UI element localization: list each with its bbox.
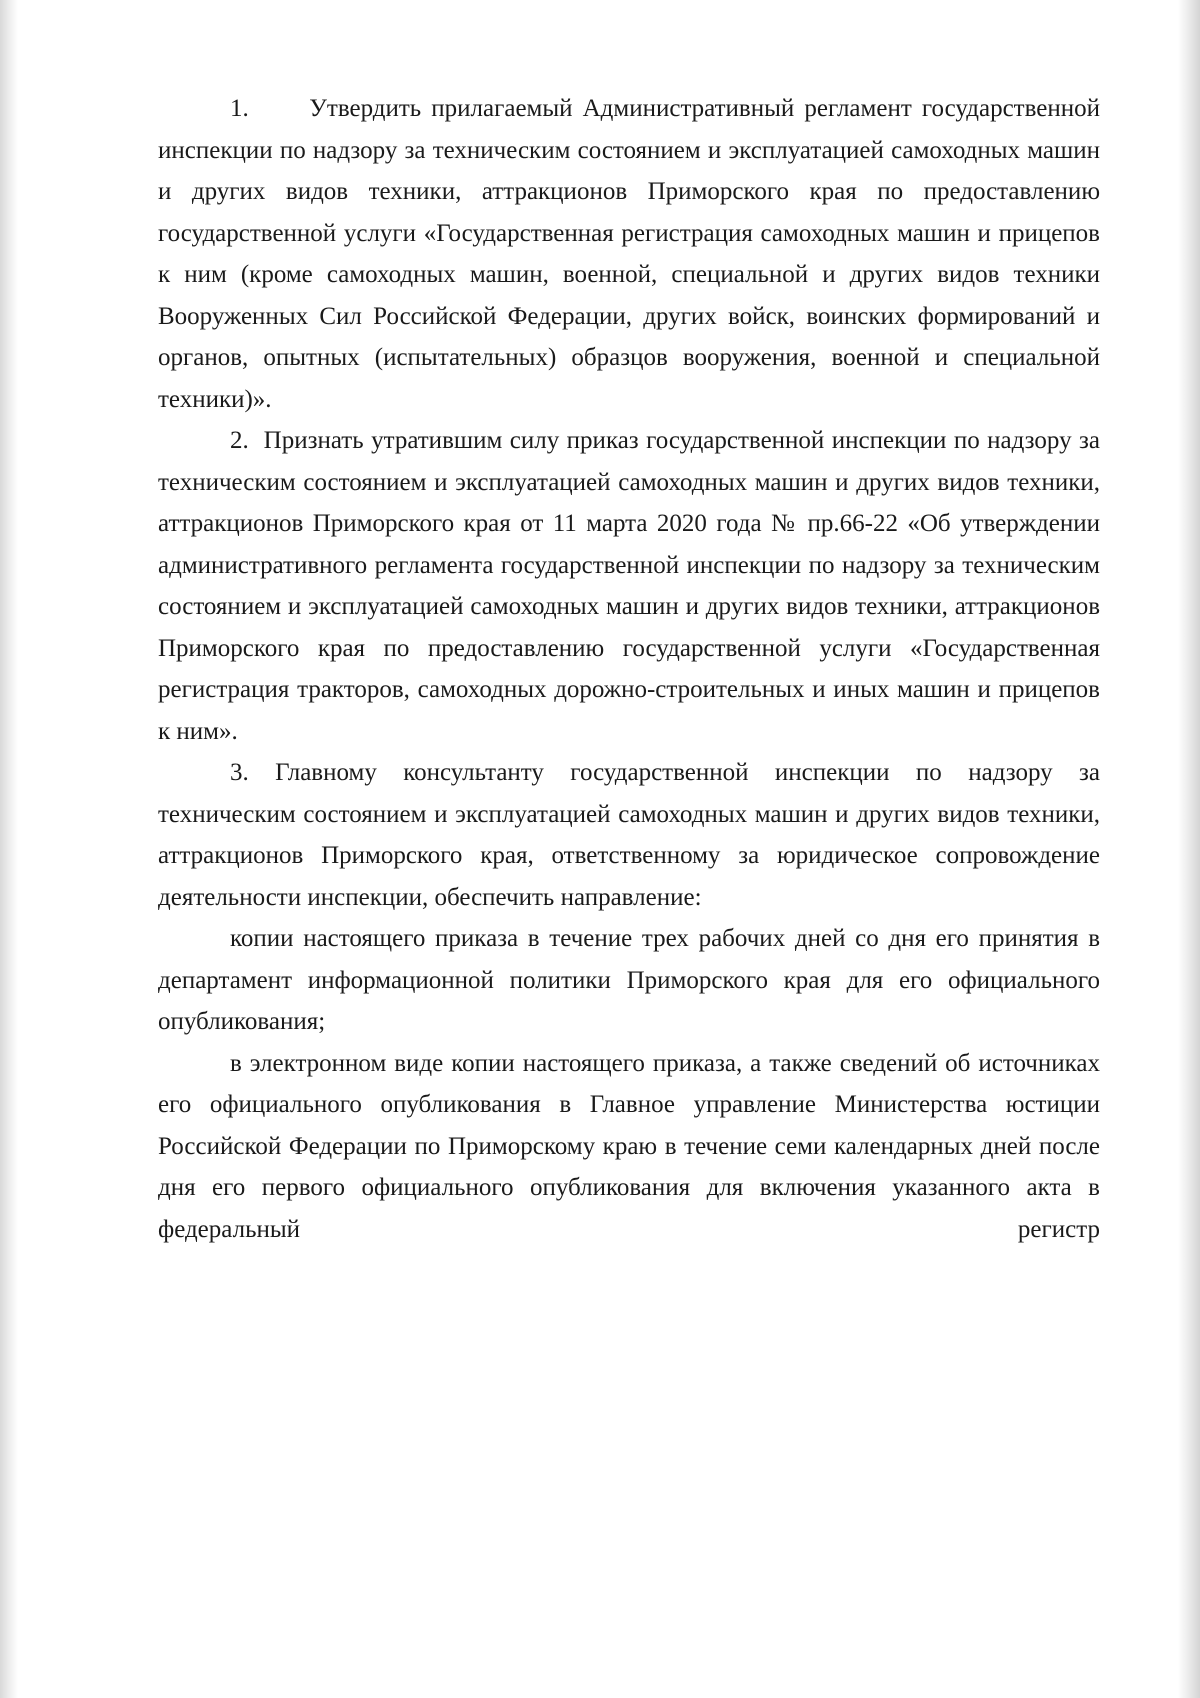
paragraph-3-consultant-instructions: 3. Главному консультанту государственной инспекции по надзору за техническим состоянием и эксплуатацией самоходных машин и других видов техники, аттракционов Приморского края, ответственному за юридическое сопровождение деятельности инспекции, обеспечить направление: [158,759,1100,911]
paragraph-copy-publication: копии настоящего приказа в течение трех рабочих дней со дня его принятия в департамент информационной политики Приморского края для его официального опубликования; [158,925,1100,1035]
paragraph-1-approve-regulation: 1. Утвердить прилагаемый Административный регламент государственной инспекции по надзору за техническим состоянием и эксплуатацией самоходных машин и других видов техники, аттракционов Приморского края по предоставлению государственной услуги «Государственная регистрация самоходных машин и прицепов к ним (кроме самоходных машин, военной, специальной и других видов техники Вооруженных Сил Российской Федерации, других войск, воинских формирований и органов, опытных (испытательных) образцов вооружения, военной и специальной техники)». [158,95,1100,413]
scan-edge-right [1178,0,1200,1698]
scan-edge-left [0,0,18,1698]
paragraph-electronic-copy: в электронном виде копии настоящего приказа, а также сведений об источниках его официального опубликования в Главное управление Министерства юстиции Российской Федерации по Приморскому краю в течение семи календарных дней после дня его первого официального опубликования для включения указанного акта в федеральный регистр [158,1049,1100,1243]
paragraph-2-revoke-order: 2. Признать утратившим силу приказ государственной инспекции по надзору за техническим состоянием и эксплуатацией самоходных машин и других видов техники, аттракционов Приморского края от 11 марта 2020 года № пр.66-22 «Об утверждении административного регламента государственной инспекции по надзору за техническим состоянием и эксплуатацией самоходных машин и других видов техники, аттракционов Приморского края по предоставлению государственной услуги «Государственная регистрация тракторов, самоходных дорожно-строительных и иных машин и прицепов к ним». [158,427,1100,745]
document-page [158,88,1100,1250]
